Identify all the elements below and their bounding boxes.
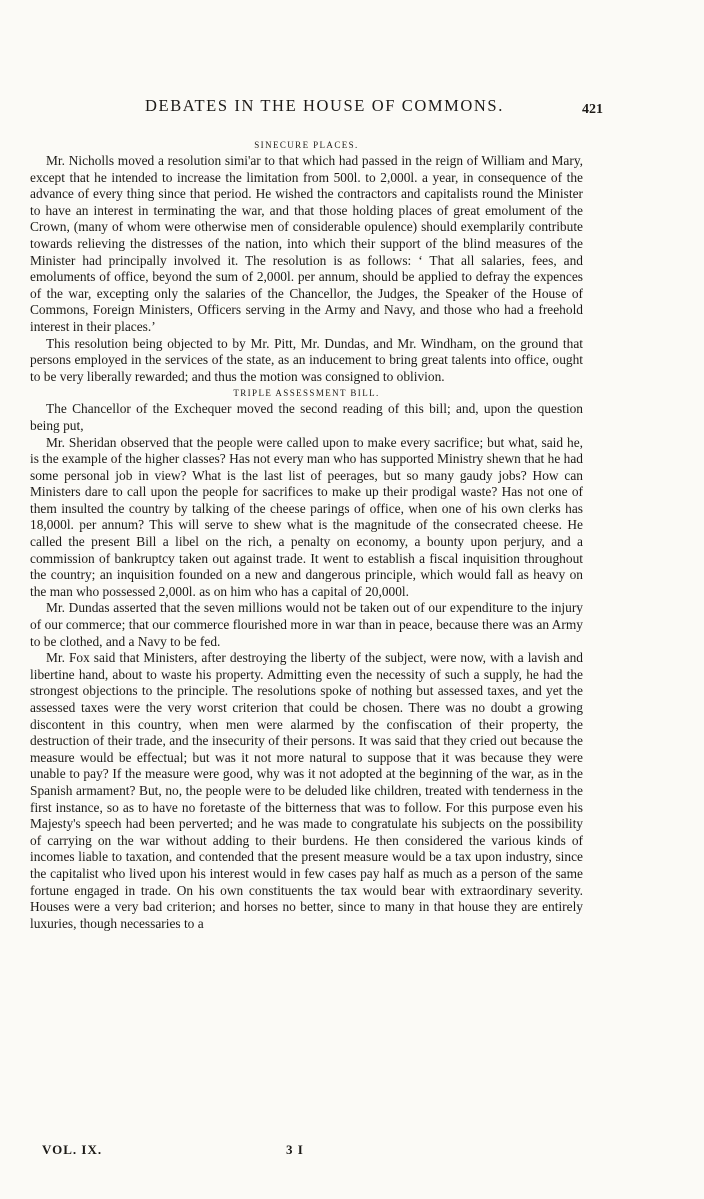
paragraph: Mr. Nicholls moved a resolution simi'ar to that which had passed in the reign of William and Mary, except that he intended to increase the limitation from 500l. to 2,000l. a year, in consequence of the advance of every thing since that period. He wished the contractors and capitalists round the Minister to have an interest in terminating the war, and that those holding places of great emolument of the Crown, (many of whom were otherwise men of considerable opulence) should exemplarily contribute towards relieving the distresses of the nation, into which their support of the blind measures of the Minister had principally involved it. The resolution is as follows: ‘ That all salaries, fees, and emoluments of office, beyond the sum of 2,000l. per annum, should be applied to defray the expences of the war, excepting only the salaries of the Chancellor, the Judges, the Speaker of the House of Commons, Foreign Ministers, Officers serving in the Army and Navy, and those who had a freehold interest in their places.’ [30,153,583,334]
paragraph: This resolution being objected to by Mr. Pitt, Mr. Dundas, and Mr. Windham, on the ground that persons employed in the services of the state, as an inducement to bring great talents into office, ought to be very liberally rewarded; and thus the motion was consigned to oblivion. [30,335,583,384]
signature-mark: 3 I [286,1142,304,1157]
paragraph: Mr. Fox said that Ministers, after destroying the liberty of the subject, were now, with a lavish and libertine hand, about to waste his property. Admitting even the necessity of such a supply, he had the strongest objections to the principle. The resolutions spoke of nothing but assessed taxes, and yet the assessed taxes were the very worst criterion that could be chosen. There was no doubt a growing discontent in this country, when men were alarmed by the confiscation of their property, the destruction of their trade, and the insecurity of their persons. It was said that they cried out because the measure would be effectual; but was it not more natural to suppose that it was because they were unable to pay? If the measure were good, why was it not adopted at the beginning of the war, as in the Spanish armament? But, no, the people were to be deluded like children, treated with tenderness in the first instance, so as to have no foretaste of the bitterness that was to follow. For this purpose even his Majesty's speech had been perverted; and he was made to congratulate his subjects on the possibility of carrying on the war without adding to their burdens. He then considered the various kinds of incomes liable to taxation, and contended that the present measure would be a tax upon industry, since the capitalist who lived upon his interest would in few cases pay half as much as a person of the same fortune engaged in trade. On his own constituents the tax would bear with extraordinary severity. Houses were a very bad criterion; and horses no better, since to many in that house they are entirely luxuries, though necessaries to a [30,650,583,931]
page-body [30,137,583,932]
page-footer [42,1142,342,1158]
paragraph: Mr. Sheridan observed that the people were called upon to make every sacrifice; but what, said he, is the example of the higher classes? Has not every man who has supported Ministry shewn that he had some personal job in view? What is the last list of peerages, but so many gaudy jobs? How can Ministers dare to call upon the people for sacrifices to make up their prodigal waste? Has not one of them insulted the country by talking of the cheese parings of office, when one of his own clerks has 18,000l. per annum? This will serve to shew what is the magnitude of the consecrated cheese. He called the present Bill a libel on the rich, a penalty on economy, a bounty upon perjury, and a commission of bankruptcy taken out against trade. It went to establish a fiscal inquisition throughout the country; an inquisition founded on a new and dangerous principle, which would fall as heavy on the man who possessed 2,000l. as on him who has a capital of 20,000l. [30,434,583,599]
volume-label: VOL. IX. [42,1142,103,1157]
page-number: 421 [582,102,603,117]
running-title: DEBATES IN THE HOUSE OF COMMONS. [145,96,504,115]
section-heading-sinecure-places: SINECURE PLACES. [254,140,359,150]
section-heading-triple-assessment: TRIPLE ASSESSMENT BILL. [233,388,380,399]
paragraph: Mr. Dundas asserted that the seven millions would not be taken out of our expenditure to the injury of our commerce; that our commerce flourished more in war than in peace, because there was an Army to be clothed, and a Navy to be fed. [30,600,583,649]
paragraph: The Chancellor of the Exchequer moved the second reading of this bill; and, upon the question being put, [30,401,583,433]
